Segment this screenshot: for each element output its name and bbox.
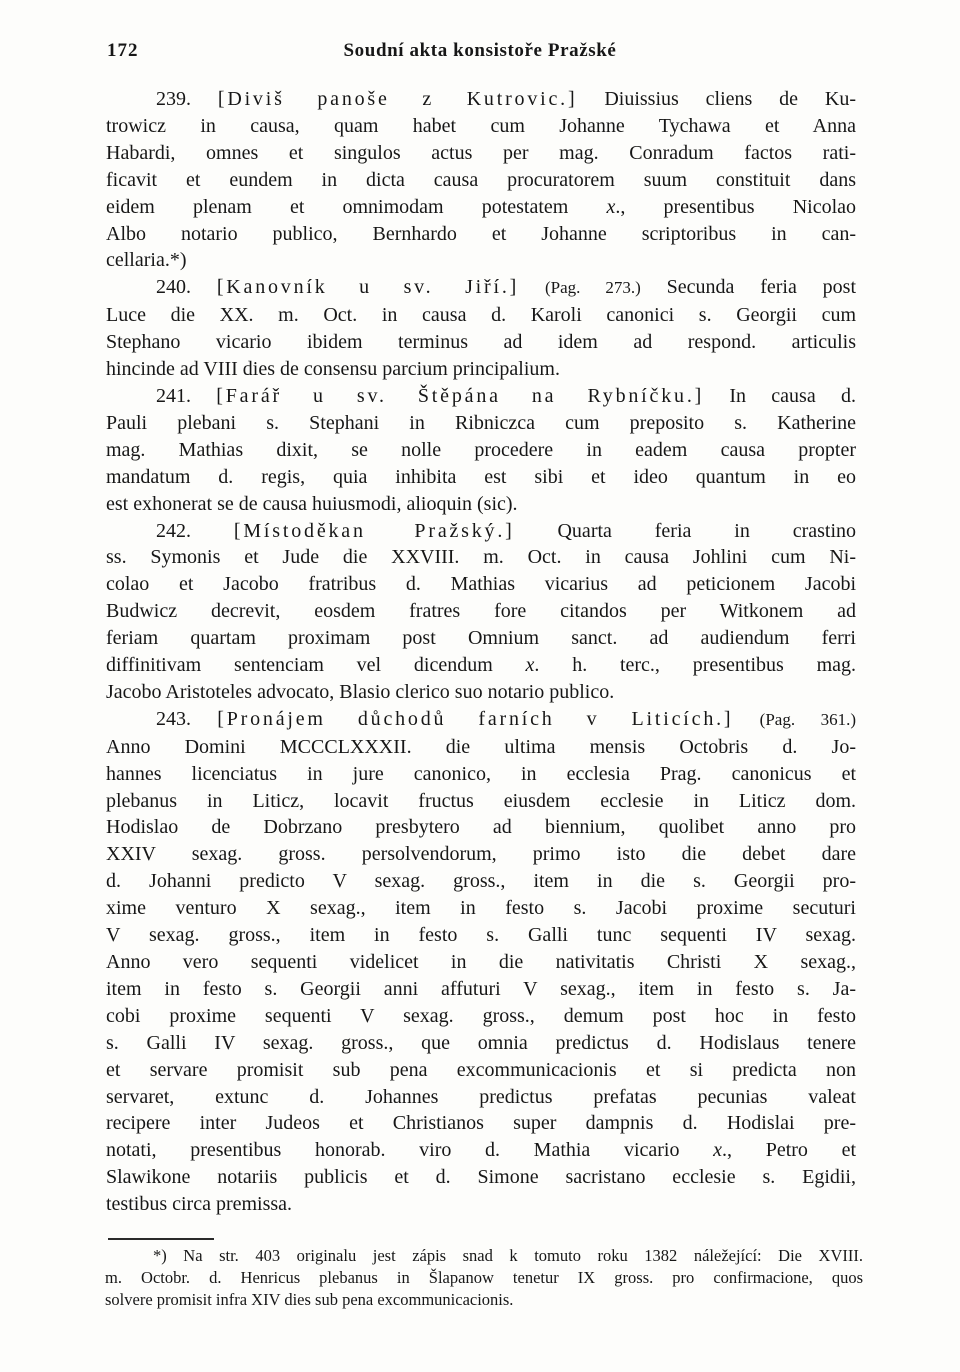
entry-240 [106,274,856,383]
text-segment: 241. [156,384,217,407]
text-line [106,761,856,788]
footnote [105,1245,863,1311]
text-line [106,679,856,706]
text-segment: cellaria.*) [106,249,187,272]
text-segment: Habardi, omnes et singulos actus per mag. Conradum factos rati- [106,141,856,164]
text-line [106,706,856,734]
text-segment: notati, presentibus honorab. viro d. Mathia vicario [106,1139,714,1162]
text-line [106,1057,856,1084]
text-segment: 243. [156,707,218,730]
text-segment: Albo notario publico, Bernhardo et Johanne scriptoribus in can- [106,222,856,245]
etc-abbreviation: x [713,1139,723,1162]
text-line [106,194,856,221]
text-line [106,625,856,652]
text-segment: Luce die XX. m. Oct. in causa d. Karoli canonici s. Georgii cum [106,304,856,327]
text-segment: ., presentibus Nicolao [615,195,857,218]
page-reference: (Pag. 361.) [759,709,857,729]
text-line [106,383,856,410]
text-segment: est exhonerat se de causa huiusmodi, alioquin (sic). [106,492,518,515]
text-line [106,814,856,841]
entry-heading: [Diviš panoše z Kutrovic.] [217,88,578,110]
text-segment: mandatum d. regis, quia inhibita est sibi et ideo quantum in eo [106,465,856,488]
entry-241 [106,383,856,518]
text-line [105,1289,863,1311]
text-segment: 242. [156,519,234,542]
text-segment: . h. terc., presentibus mag. [534,654,857,677]
text-segment: eidem plenam et omnimodam potestatem [106,195,607,218]
text-line [106,1191,856,1218]
entry-heading: [Pronájem důchodů farních v Liticích.] [217,707,734,730]
text-segment: testibus circa premissa. [106,1193,293,1216]
text-segment: hannes licenciatus in jure canonico, in ecclesia Prag. canonicus et [106,762,856,785]
text-line [105,1245,863,1267]
text-line [106,247,856,274]
text-line [106,841,856,868]
text-segment: Secunda feria post [640,276,857,299]
text-line [106,437,856,464]
text-line [106,274,856,302]
text-line [106,221,856,248]
running-title: Soudní akta konsistoře Pražské [343,40,617,61]
text-line [106,598,856,625]
text-segment: ficavit et eundem in dicta causa procuratorem suum constituit dans [106,168,856,191]
text-segment: d. Johanni predicto V sexag. gross., item in die s. Georgii pro- [106,870,856,893]
text-segment: Budwicz decrevit, eosdem fratres fore citandos per Witkonem ad [106,600,856,623]
entry-heading: [Místoděkan Pražský.] [233,519,515,542]
text-line [106,976,856,1003]
text-line [106,491,856,518]
text-segment: Jacobo Aristoteles advocato, Blasio clerico suo notario publico. [106,680,615,703]
text-segment: Anno vero sequenti videlicet in die nativitatis Christi X sexag., [106,951,856,973]
text-line [106,922,856,949]
text-segment: 239. [156,88,218,110]
entries [106,86,856,1218]
text-segment: xime venturo X sexag., item in festo s. Jacobi proxime secuturi [106,897,856,920]
text-line [106,544,856,571]
text-line [106,1164,856,1191]
text-line [106,1137,856,1164]
text-line [106,788,856,815]
entry-239 [106,86,856,274]
page-header [105,40,855,66]
text-segment: In causa d. [704,384,857,407]
text-segment: ., Petro et [722,1139,857,1162]
text-segment: 240. [156,276,217,299]
text-line [106,140,856,167]
text-line [106,356,856,383]
text-line [106,410,856,437]
text-line [106,86,856,113]
text-segment: m. Octobr. d. Henricus plebanus in Šlapanow tenetur IX gross. pro confirmacione, quos [105,1268,863,1287]
text-segment: Pauli plebani s. Stephani in Ribniczca cum preposito s. Katherine [106,411,856,434]
text-segment: Quarta feria in crastino [514,519,857,542]
text-segment: diffinitivam sentenciam vel dicendum [106,654,526,677]
etc-abbreviation: x [525,654,535,677]
text-segment: feriam quartam proximam post Omnium sanct. ad audiendum ferri [106,627,856,650]
text-line [106,1030,856,1057]
text-line [106,895,856,922]
text-segment: Diuissius cliens de Ku- [577,88,857,110]
text-segment: et servare promisit sub pena excommunicacionis et si predicta non [106,1058,856,1081]
text-line [106,652,856,679]
text-line [106,464,856,491]
text-segment: mag. Mathias dixit, se nolle procedere in eadem causa propter [106,438,856,461]
text-segment: trowicz in causa, quam habet cum Johanne Tychawa et Anna [106,114,856,137]
text-segment [733,708,759,730]
text-line [106,518,856,545]
text-segment: plebanus in Liticz, locavit fructus eiusdem ecclesie in Liticz dom. [106,789,856,812]
text-segment: s. Galli IV sexag. gross., que omnia predictus d. Hodislaus tenere [106,1031,856,1054]
text-line [106,1003,856,1030]
text-segment: item in festo s. Georgii anni affuturi V sexag., item in festo s. Ja- [106,977,856,1000]
text-segment [519,276,545,298]
text-segment: ss. Symonis et Jude die XXVIII. m. Oct. in causa Johlini cum Ni- [106,546,856,569]
text-line [106,949,856,976]
text-segment: cobi proxime sequenti V sexag. gross., demum post hoc in festo [106,1004,856,1027]
text-line [106,1084,856,1111]
text-segment: servaret, extunc d. Johannes predictus prefatas pecunias valeat [106,1085,856,1108]
text-segment: Hodislao de Dobrzano presbytero ad biennium, quolibet anno pro [106,816,856,839]
page-reference: (Pag. 273.) [544,278,641,298]
text-segment: hincinde ad VIII dies de consensu parcium principalium. [106,358,560,381]
text-segment: Stephano vicario ibidem terminus ad idem ad respond. articulis [106,331,856,354]
text-segment: *) Na str. 403 originalu jest zápis snad k tomuto roku 1382 náležející: Die XVIII. [153,1246,863,1265]
text-segment: XXIV sexag. gross. persolvendorum, primo isto die debet dare [106,843,856,866]
text-segment: recipere inter Judeos et Christianos super dampnis d. Hodislai pre- [106,1112,856,1135]
entry-242 [106,518,856,706]
text-segment: Anno Domini MCCCLXXXII. die ultima mensis Octobris d. Jo- [106,735,856,758]
text-segment: V sexag. gross., item in festo s. Galli tunc sequenti IV sexag. [106,924,856,947]
text-line [106,571,856,598]
footnote-rule [108,1238,214,1240]
text-line [106,329,856,356]
entry-heading: [Farář u sv. Štěpána na Rybníčku.] [216,384,705,407]
text-line [106,167,856,194]
etc-abbreviation: x [606,195,616,218]
text-segment: Slawikone notariis publicis et d. Simone sacristano ecclesie s. Egidii, [106,1166,856,1189]
text-line [106,868,856,895]
entry-heading: [Kanovník u sv. Jiří.] [216,276,520,299]
text-segment: colao et Jacobo fratribus d. Mathias vicarius ad peticionem Jacobi [106,573,856,596]
entry-243 [106,706,856,1218]
page-number: 172 [107,40,139,61]
text-line [106,113,856,140]
text-line [106,1110,856,1137]
text-line [106,302,856,329]
text-line [106,734,856,761]
text-segment: solvere promisit infra XIV dies sub pena excommunicacionis. [105,1290,514,1309]
text-line [105,1267,863,1289]
